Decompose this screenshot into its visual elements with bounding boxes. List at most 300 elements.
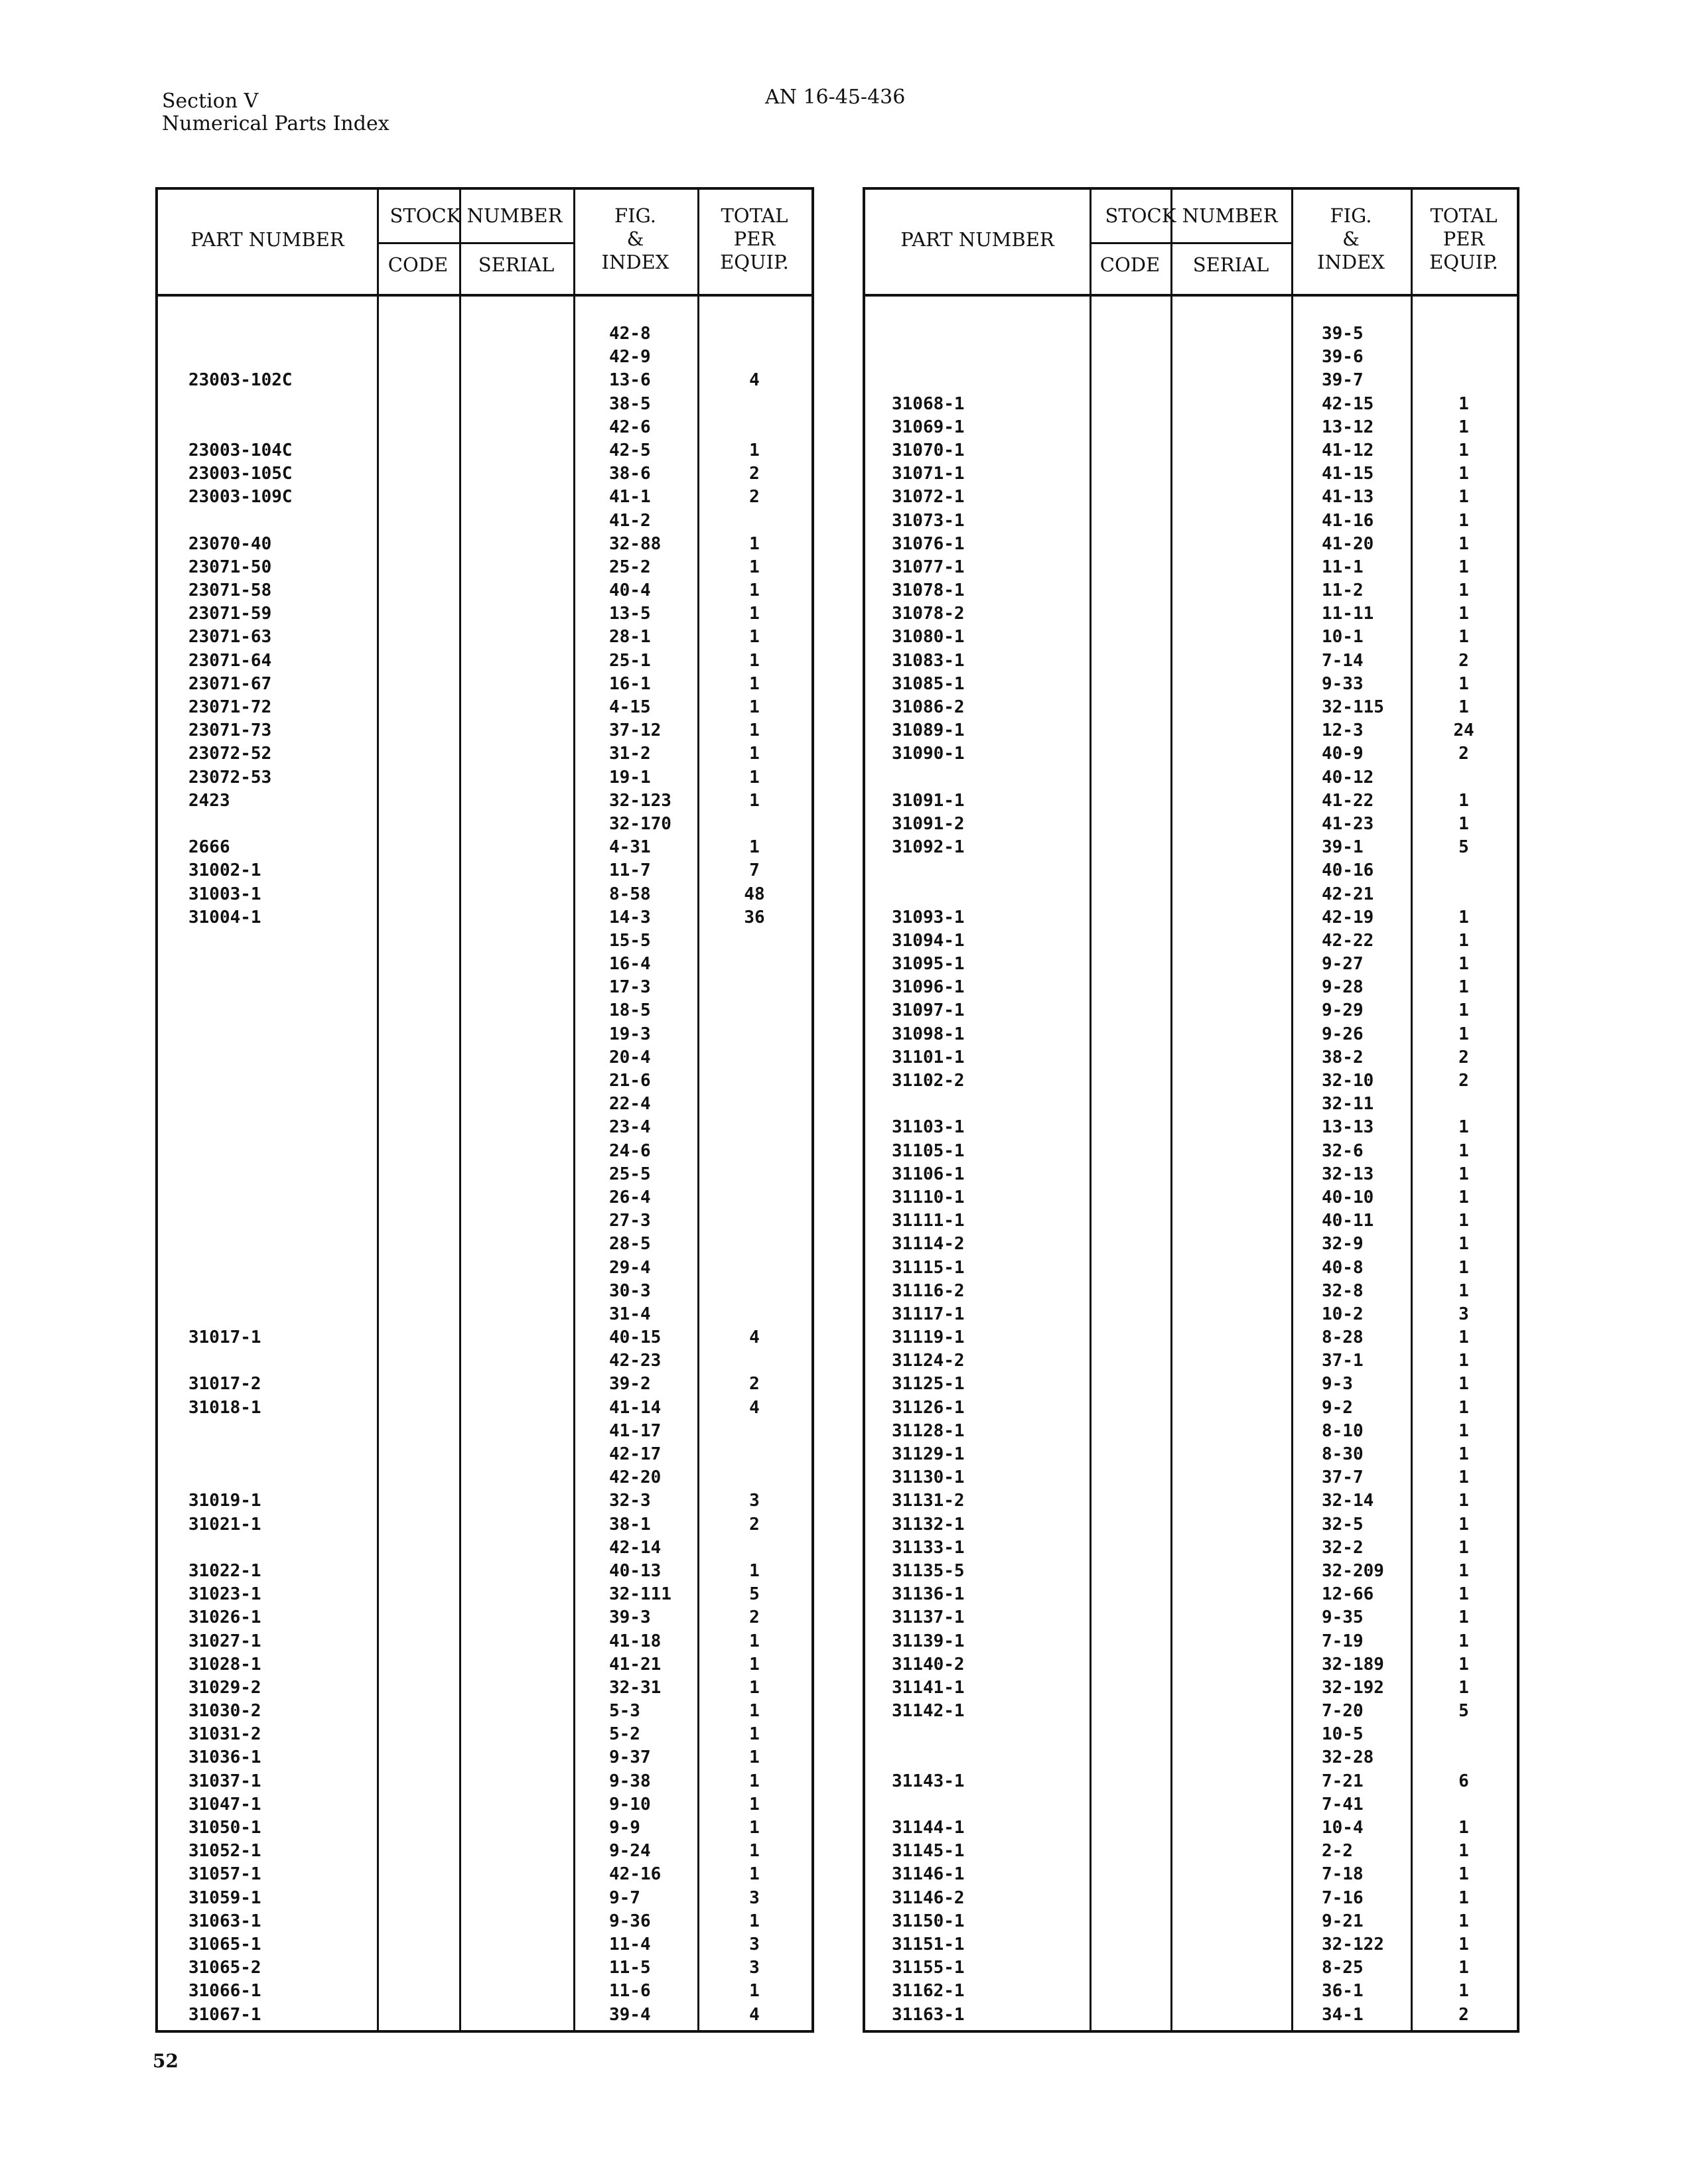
fig-index-cell: 5-3	[609, 1701, 640, 1722]
fig-index-cell: 41-12	[1322, 440, 1374, 460]
fig-index-cell: 25-1	[609, 650, 651, 671]
part-number-cell: 23070-40	[188, 533, 272, 554]
total-cell: 1	[1458, 1677, 1469, 1698]
total-cell: 1	[1458, 533, 1469, 554]
total-cell	[697, 813, 811, 836]
fig-index-cell: 18-5	[609, 1000, 651, 1021]
header-code: CODE	[388, 253, 449, 276]
total-cell	[1411, 859, 1517, 882]
fig-index-cell: 28-1	[609, 627, 651, 648]
total-cell: 1	[1458, 510, 1469, 531]
total-cell: 1	[1458, 1981, 1469, 2002]
fig-index-cell: 17-3	[609, 977, 651, 998]
total-cell	[697, 416, 811, 439]
total-cell: 1	[749, 557, 760, 577]
part-number-cell: 31037-1	[188, 1771, 261, 1791]
fig-index-cell: 32-9	[1322, 1234, 1364, 1255]
part-number-cell	[892, 369, 1084, 392]
part-number-cell: 31022-1	[188, 1560, 261, 1581]
total-cell: 1	[1458, 557, 1469, 577]
fig-index-cell: 32-170	[609, 813, 671, 834]
fig-index-cell: 39-7	[1322, 370, 1364, 391]
fig-index-cell: 39-2	[609, 1374, 651, 1395]
part-number-cell: 31092-1	[892, 837, 965, 858]
total-cell: 1	[749, 1841, 760, 1862]
total-cell: 3	[1458, 1304, 1469, 1324]
part-number-cell: 31078-1	[892, 580, 965, 601]
fig-index-cell: 32-14	[1322, 1491, 1374, 1511]
fig-index-cell: 11-4	[609, 1934, 651, 1954]
part-number-cell: 31018-1	[188, 1397, 261, 1418]
fig-index-cell: 21-6	[609, 1071, 651, 1091]
part-number-cell: 31115-1	[892, 1257, 965, 1278]
total-cell: 1	[1458, 1187, 1469, 1207]
fig-index-cell: 32-10	[1322, 1071, 1374, 1091]
page-number: 52	[153, 2050, 178, 2072]
total-cell: 24	[1453, 720, 1474, 741]
fig-index-cell: 41-1	[609, 487, 651, 508]
fig-index-cell: 16-1	[609, 673, 651, 694]
fig-index-cell: 10-5	[1322, 1724, 1364, 1745]
fig-index-cell: 9-26	[1322, 1024, 1364, 1044]
fig-index-cell: 9-9	[609, 1818, 640, 1838]
total-cell: 1	[749, 1654, 760, 1674]
total-cell: 1	[1458, 1631, 1469, 1651]
part-number-cell: 31050-1	[188, 1818, 261, 1838]
part-number-cell: 31036-1	[188, 1747, 261, 1768]
total-cell: 1	[1458, 930, 1469, 951]
total-cell: 1	[749, 1747, 760, 1768]
header-serial: SERIAL	[1192, 253, 1269, 276]
total-cell: 2	[749, 464, 760, 484]
total-cell	[697, 1093, 811, 1116]
fig-index-cell: 32-6	[1322, 1140, 1364, 1161]
total-cell: 5	[1458, 1701, 1469, 1722]
total-cell: 2	[1458, 2004, 1469, 2025]
fig-index-cell: 39-5	[1322, 324, 1364, 344]
part-number-cell: 31151-1	[892, 1934, 965, 1954]
fig-index-cell: 37-1	[1322, 1351, 1364, 1371]
part-number-cell: 31030-2	[188, 1701, 261, 1722]
part-number-cell: 31031-2	[188, 1724, 261, 1745]
fig-index-cell: 9-33	[1322, 673, 1364, 694]
fig-index-cell: 4-15	[609, 697, 651, 717]
part-number-cell: 31065-2	[188, 1958, 261, 1978]
fig-index-cell: 7-18	[1322, 1864, 1364, 1885]
part-number-cell: 31116-2	[892, 1280, 965, 1301]
part-number-cell	[188, 1046, 374, 1069]
total-cell: 1	[749, 1981, 760, 2002]
part-number-cell: 31163-1	[892, 2004, 965, 2025]
total-cell: 6	[1458, 1771, 1469, 1791]
total-cell	[1411, 1746, 1517, 1769]
total-cell: 1	[749, 744, 760, 764]
part-number-cell: 31019-1	[188, 1491, 261, 1511]
fig-index-cell: 23-4	[609, 1117, 651, 1138]
fig-index-cell: 32-192	[1322, 1677, 1384, 1698]
fig-index-cell: 41-13	[1322, 487, 1374, 508]
fig-index-cell: 32-31	[609, 1677, 662, 1698]
total-cell	[697, 510, 811, 533]
part-number-cell: 23071-58	[188, 580, 272, 601]
fig-index-cell: 8-25	[1322, 1958, 1364, 1978]
fig-index-cell: 13-12	[1322, 417, 1374, 437]
part-number-cell: 31105-1	[892, 1140, 965, 1161]
fig-index-cell: 13-6	[609, 370, 651, 391]
total-cell: 1	[1458, 1117, 1469, 1138]
part-number-cell: 31136-1	[892, 1584, 965, 1605]
part-number-cell: 31130-1	[892, 1467, 965, 1488]
section-label: Section V	[162, 90, 259, 113]
part-number-cell: 31069-1	[892, 417, 965, 437]
fig-index-cell: 13-13	[1322, 1117, 1374, 1138]
total-cell: 1	[1458, 1514, 1469, 1535]
header-stock-number: STOCK NUMBER	[389, 204, 563, 227]
part-number-cell: 31065-1	[188, 1934, 261, 1954]
part-number-cell: 31004-1	[188, 907, 261, 927]
fig-index-cell: 9-38	[609, 1771, 651, 1791]
parts-table-left	[155, 187, 814, 2033]
part-number-cell	[892, 766, 1084, 789]
part-number-cell: 31101-1	[892, 1047, 965, 1067]
part-number-cell: 31076-1	[892, 533, 965, 554]
fig-index-cell: 24-6	[609, 1140, 651, 1161]
header-fig-index: FIG. & INDEX	[1317, 204, 1385, 273]
total-cell: 1	[749, 1771, 760, 1791]
part-number-cell	[188, 1466, 374, 1489]
document-number: AN 16-45-436	[765, 86, 906, 109]
fig-index-cell: 5-2	[609, 1724, 640, 1745]
part-number-cell	[188, 346, 374, 369]
fig-index-cell: 9-27	[1322, 954, 1364, 975]
part-number-cell	[188, 1233, 374, 1256]
fig-index-cell: 28-5	[609, 1234, 651, 1255]
part-number-column	[188, 322, 374, 2027]
fig-index-cell: 9-2	[1322, 1397, 1353, 1418]
total-cell: 1	[749, 720, 760, 741]
fig-index-cell: 42-14	[609, 1537, 662, 1558]
total-cell: 1	[1458, 464, 1469, 484]
part-number-cell: 31057-1	[188, 1864, 261, 1885]
part-number-cell: 31137-1	[892, 1607, 965, 1628]
part-number-cell: 31072-1	[892, 487, 965, 508]
fig-index-cell: 38-2	[1322, 1047, 1364, 1067]
fig-index-cell: 41-14	[609, 1397, 662, 1418]
fig-index-cell: 41-18	[609, 1631, 662, 1651]
fig-index-cell: 9-28	[1322, 977, 1364, 998]
part-number-cell: 31059-1	[188, 1887, 261, 1908]
fig-index-cell: 7-21	[1322, 1771, 1364, 1791]
fig-index-cell: 32-13	[1322, 1164, 1374, 1184]
part-number-cell: 31090-1	[892, 744, 965, 764]
total-cell: 1	[1458, 813, 1469, 834]
fig-index-cell: 7-14	[1322, 650, 1364, 671]
part-number-cell	[188, 813, 374, 836]
fig-index-cell: 42-8	[609, 324, 651, 344]
fig-index-cell: 22-4	[609, 1094, 651, 1115]
part-number-cell	[188, 953, 374, 976]
fig-index-cell: 10-2	[1322, 1304, 1364, 1324]
total-cell: 1	[1458, 1280, 1469, 1301]
part-number-cell: 23071-63	[188, 627, 272, 648]
fig-index-cell: 12-3	[1322, 720, 1364, 741]
header-total-per-equip: TOTAL PER EQUIP.	[720, 204, 789, 273]
total-cell: 1	[1458, 1654, 1469, 1674]
part-number-cell: 31089-1	[892, 720, 965, 741]
total-column	[697, 322, 811, 2027]
part-number-cell: 31133-1	[892, 1537, 965, 1558]
part-number-cell: 31027-1	[188, 1631, 261, 1651]
fig-index-cell: 42-19	[1322, 907, 1374, 927]
part-number-cell: 31070-1	[892, 440, 965, 460]
total-cell: 1	[749, 790, 760, 811]
total-cell: 1	[1458, 1000, 1469, 1021]
total-cell	[697, 999, 811, 1022]
part-number-cell: 31143-1	[892, 1771, 965, 1791]
total-cell	[697, 1069, 811, 1093]
fig-index-cell: 42-22	[1322, 930, 1374, 951]
fig-index-cell: 32-123	[609, 790, 671, 811]
part-number-cell	[892, 859, 1084, 882]
fig-index-cell: 25-2	[609, 557, 651, 577]
total-cell: 1	[1458, 487, 1469, 508]
part-number-cell	[188, 1209, 374, 1233]
fig-index-cell: 9-36	[609, 1911, 651, 1931]
fig-index-cell: 40-13	[609, 1560, 662, 1581]
fig-index-cell: 41-22	[1322, 790, 1374, 811]
part-number-cell: 31063-1	[188, 1911, 261, 1931]
total-cell	[1411, 369, 1517, 392]
part-number-cell: 31091-1	[892, 790, 965, 811]
part-number-cell: 31141-1	[892, 1677, 965, 1698]
total-cell: 2	[1458, 1071, 1469, 1091]
fig-index-cell: 9-24	[609, 1841, 651, 1862]
fig-index-cell: 37-12	[609, 720, 662, 741]
total-cell: 1	[1458, 790, 1469, 811]
total-cell: 1	[1458, 393, 1469, 414]
total-cell: 1	[1458, 1397, 1469, 1418]
total-cell: 1	[1458, 1257, 1469, 1278]
part-number-cell: 31117-1	[892, 1304, 965, 1324]
part-number-cell	[188, 1280, 374, 1303]
total-cell: 1	[749, 1911, 760, 1931]
fig-index-cell: 8-58	[609, 884, 651, 904]
part-number-cell: 31135-5	[892, 1560, 965, 1581]
total-cell: 4	[749, 1397, 760, 1418]
fig-index-cell: 42-23	[609, 1351, 662, 1371]
total-cell: 2	[749, 487, 760, 508]
total-cell: 7	[749, 860, 760, 881]
fig-index-cell: 42-17	[609, 1444, 662, 1464]
fig-index-cell: 42-5	[609, 440, 651, 460]
part-number-cell: 31093-1	[892, 907, 965, 927]
total-cell: 1	[1458, 697, 1469, 717]
total-cell: 1	[1458, 440, 1469, 460]
fig-index-cell: 41-2	[609, 510, 651, 531]
fig-index-cell: 39-3	[609, 1607, 651, 1628]
header-stock-number: STOCK NUMBER	[1105, 204, 1278, 227]
total-cell: 1	[1458, 627, 1469, 648]
part-number-cell: 31095-1	[892, 954, 965, 975]
fig-index-cell: 32-115	[1322, 697, 1384, 717]
fig-index-cell: 42-9	[609, 347, 651, 368]
part-number-cell: 31091-2	[892, 813, 965, 834]
fig-index-cell: 4-31	[609, 837, 651, 858]
total-cell: 1	[1458, 1911, 1469, 1931]
part-number-cell: 31106-1	[892, 1164, 965, 1184]
fig-index-cell: 11-5	[609, 1958, 651, 1978]
part-number-cell: 23003-109C	[188, 487, 293, 508]
total-cell: 3	[749, 1934, 760, 1954]
total-cell: 1	[1458, 1024, 1469, 1044]
part-number-cell: 23071-59	[188, 604, 272, 624]
part-number-cell: 31131-2	[892, 1491, 965, 1511]
fig-index-cell: 32-189	[1322, 1654, 1384, 1674]
total-cell: 1	[749, 627, 760, 648]
fig-index-cell: 38-1	[609, 1514, 651, 1535]
total-cell	[1411, 1723, 1517, 1746]
total-cell	[1411, 883, 1517, 906]
part-number-cell: 2666	[188, 837, 230, 858]
total-cell: 4	[749, 1328, 760, 1348]
total-cell	[697, 1186, 811, 1209]
part-number-cell: 31085-1	[892, 673, 965, 694]
fig-index-cell: 29-4	[609, 1257, 651, 1278]
total-cell	[697, 1349, 811, 1373]
part-number-cell: 31139-1	[892, 1631, 965, 1651]
total-cell: 2	[749, 1374, 760, 1395]
total-cell: 1	[1458, 954, 1469, 975]
fig-index-cell: 11-1	[1322, 557, 1364, 577]
part-number-cell: 31144-1	[892, 1818, 965, 1838]
part-number-cell: 31068-1	[892, 393, 965, 414]
part-number-cell: 31128-1	[892, 1420, 965, 1441]
part-number-cell	[892, 1723, 1084, 1746]
part-number-cell	[892, 1793, 1084, 1816]
total-cell	[697, 953, 811, 976]
fig-index-cell: 32-88	[609, 533, 662, 554]
part-number-cell: 31098-1	[892, 1024, 965, 1044]
total-cell: 1	[749, 650, 760, 671]
fig-index-cell: 14-3	[609, 907, 651, 927]
fig-index-cell: 9-7	[609, 1887, 640, 1908]
fig-index-cell: 32-111	[609, 1584, 671, 1605]
total-cell: 1	[1458, 1607, 1469, 1628]
part-number-cell: 31129-1	[892, 1444, 965, 1464]
fig-index-cell: 31-4	[609, 1304, 651, 1324]
fig-index-cell: 25-5	[609, 1164, 651, 1184]
total-cell	[1411, 1093, 1517, 1116]
total-column	[1411, 322, 1517, 2027]
fig-index-cell: 40-4	[609, 580, 651, 601]
total-cell	[697, 322, 811, 346]
header-fig-index: FIG. & INDEX	[601, 204, 670, 273]
fig-index-cell: 39-4	[609, 2004, 651, 2025]
total-cell: 1	[1458, 1164, 1469, 1184]
part-number-cell	[188, 1140, 374, 1163]
fig-index-cell: 20-4	[609, 1047, 651, 1067]
total-cell	[1411, 1793, 1517, 1816]
part-number-cell: 31003-1	[188, 884, 261, 904]
total-cell	[697, 393, 811, 416]
fig-index-cell: 40-8	[1322, 1257, 1364, 1278]
total-cell: 1	[1458, 1351, 1469, 1371]
total-cell: 1	[749, 1560, 760, 1581]
part-number-cell	[892, 883, 1084, 906]
part-number-cell: 23071-67	[188, 673, 272, 694]
total-cell: 5	[1458, 837, 1469, 858]
total-cell	[697, 1257, 811, 1280]
fig-index-cell: 40-15	[609, 1328, 662, 1348]
fig-index-cell: 41-16	[1322, 510, 1374, 531]
fig-index-cell: 7-16	[1322, 1887, 1364, 1908]
total-cell: 2	[749, 1514, 760, 1535]
total-cell	[697, 1209, 811, 1233]
part-number-cell	[892, 346, 1084, 369]
total-cell: 3	[749, 1491, 760, 1511]
total-cell: 1	[749, 837, 760, 858]
part-number-cell: 31080-1	[892, 627, 965, 648]
part-number-cell: 31146-1	[892, 1864, 965, 1885]
part-number-cell: 31083-1	[892, 650, 965, 671]
part-number-cell: 2423	[188, 790, 230, 811]
fig-index-cell: 11-2	[1322, 580, 1364, 601]
fig-index-cell: 32-2	[1322, 1537, 1364, 1558]
total-cell	[697, 976, 811, 999]
part-number-cell	[188, 510, 374, 533]
total-cell: 1	[749, 533, 760, 554]
part-number-cell	[188, 1349, 374, 1373]
total-cell: 2	[749, 1607, 760, 1628]
total-cell: 1	[1458, 417, 1469, 437]
fig-index-cell: 32-5	[1322, 1514, 1364, 1535]
fig-index-cell: 9-29	[1322, 1000, 1364, 1021]
part-number-cell: 31142-1	[892, 1701, 965, 1722]
total-cell: 1	[1458, 1491, 1469, 1511]
part-number-cell	[188, 1303, 374, 1326]
total-cell	[1411, 766, 1517, 789]
part-number-cell: 23072-52	[188, 744, 272, 764]
fig-index-cell: 32-209	[1322, 1560, 1384, 1581]
fig-index-cell: 40-16	[1322, 860, 1374, 881]
fig-index-cell: 9-3	[1322, 1374, 1353, 1395]
total-cell: 1	[1458, 1958, 1469, 1978]
part-number-cell	[188, 1257, 374, 1280]
part-number-cell	[188, 1093, 374, 1116]
total-cell	[1411, 322, 1517, 346]
fig-index-cell: 32-11	[1322, 1094, 1374, 1115]
header-part-number: PART NUMBER	[900, 228, 1054, 251]
header-serial: SERIAL	[478, 253, 555, 276]
total-cell: 48	[744, 884, 765, 904]
total-cell: 1	[749, 440, 760, 460]
total-cell: 1	[1458, 673, 1469, 694]
fig-index-cell: 15-5	[609, 930, 651, 951]
fig-index-cell: 32-122	[1322, 1934, 1384, 1954]
total-cell: 1	[1458, 977, 1469, 998]
part-number-cell: 31077-1	[892, 557, 965, 577]
fig-index-cell: 19-1	[609, 767, 651, 787]
part-number-cell: 31155-1	[892, 1958, 965, 1978]
fig-index-cell: 11-7	[609, 860, 651, 881]
total-cell	[697, 1140, 811, 1163]
fig-index-cell: 8-30	[1322, 1444, 1364, 1464]
part-number-cell: 31102-2	[892, 1071, 965, 1091]
fig-index-cell: 26-4	[609, 1187, 651, 1207]
fig-index-cell: 8-10	[1322, 1420, 1364, 1441]
fig-index-cell: 41-17	[609, 1420, 662, 1441]
fig-index-cell: 32-8	[1322, 1280, 1364, 1301]
